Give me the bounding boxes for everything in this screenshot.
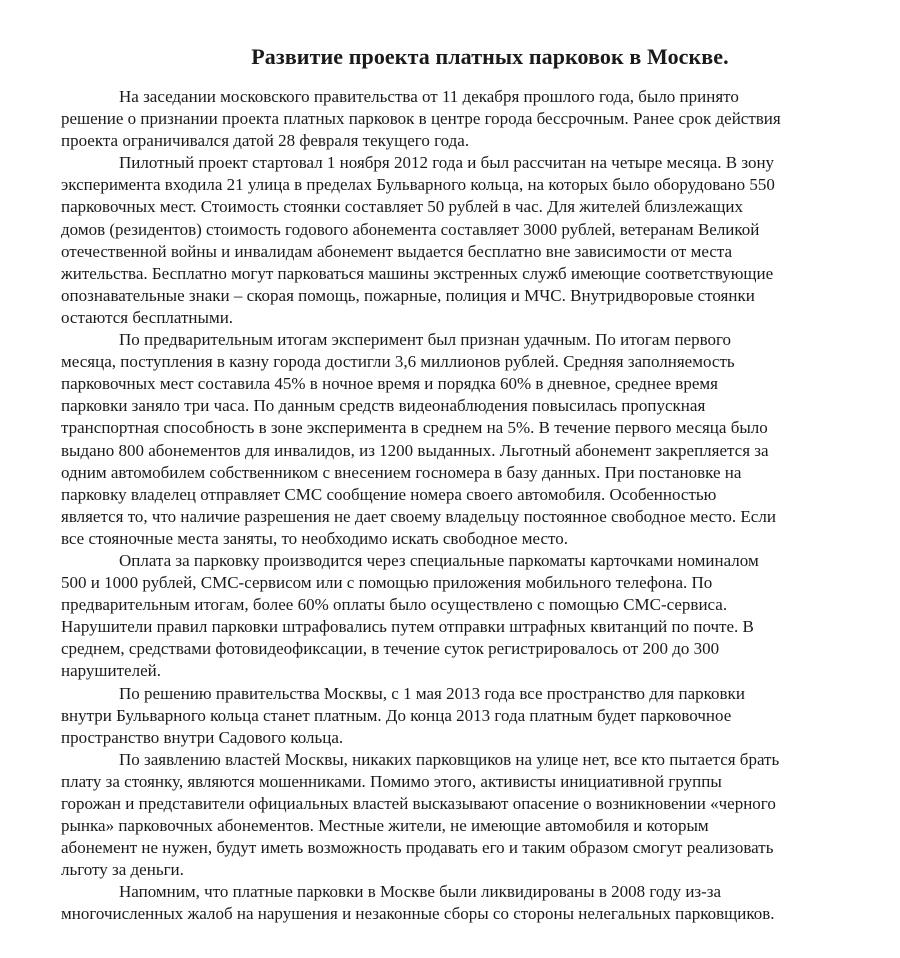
text-line: многочисленных жалоб на нарушения и незаконные сборы со стороны нелегальных парковщиков. bbox=[61, 904, 775, 924]
text-line: нарушителей. bbox=[61, 661, 161, 681]
text-line: горожан и представители официальных властей высказывают опасение о возникновении «черного bbox=[61, 794, 776, 813]
text-line: все стояночные места заняты, то необходимо искать свободное место. bbox=[61, 528, 568, 548]
text-line: По заявлению властей Москвы, никаких парковщиков на улице нет, все кто пытается брать bbox=[119, 749, 780, 769]
text-line: отечественной войны и инвалидам абонемент выдается бесплатно вне зависимости от места bbox=[61, 241, 733, 261]
document-body bbox=[61, 86, 881, 926]
text-line: предварительным итогам, более 60% оплаты было осуществлено с помощью СМС-сервиса. bbox=[61, 595, 728, 615]
text-line: парковочных мест. Стоимость стоянки составляет 50 рублей в час. Для жителей близлежащих bbox=[61, 197, 744, 217]
paragraph bbox=[61, 152, 881, 329]
text-line: По предварительным итогам эксперимент был признан удачным. По итогам первого bbox=[119, 330, 732, 350]
text-line: транспортная способность в зоне эксперимента в среднем на 5%. В течение первого месяца было bbox=[61, 418, 768, 438]
text-line: жительства. Бесплатно могут парковаться машины экстренных служб имеющие соответствующие bbox=[61, 263, 774, 283]
paragraph bbox=[61, 683, 881, 749]
text-line: Оплата за парковку производится через специальные паркоматы карточками номиналом bbox=[119, 550, 759, 570]
text-line: месяца, поступления в казну города достигли 3,6 миллионов рублей. Средняя заполняемость bbox=[61, 352, 735, 372]
text-line: парковочных мест составила 45% в ночное время и порядка 60% в дневное, среднее время bbox=[61, 374, 718, 394]
text-line: выдано 800 абонементов для инвалидов, из 1200 выданных. Льготный абонемент закрепляется за bbox=[61, 440, 769, 460]
text-line: среднем, средствами фотовидеофиксации, в течение суток регистрировалось от 200 до 300 bbox=[61, 639, 720, 659]
paragraph bbox=[61, 550, 881, 683]
text-line: абонемент не нужен, будут иметь возможность продавать его и таким образом смогут реализовать bbox=[61, 838, 774, 858]
text-line: пространство внутри Садового кольца. bbox=[61, 727, 344, 747]
text-line: По решению правительства Москвы, с 1 мая 2013 года все пространство для парковки bbox=[119, 683, 745, 703]
paragraph bbox=[61, 86, 881, 152]
paragraph bbox=[61, 881, 881, 925]
text-line: льготу за деньги. bbox=[61, 860, 184, 880]
text-line: одним автомобилем собственником с внесением госномера в базу данных. При постановке на bbox=[61, 462, 742, 482]
text-line: проекта ограничивался датой 28 февраля текущего года. bbox=[61, 131, 470, 151]
paragraph bbox=[61, 329, 881, 550]
text-line: Напомним, что платные парковки в Москве были ликвидированы в 2008 году из-за bbox=[119, 882, 722, 902]
document-title: Развитие проекта платных парковок в Москве. bbox=[251, 44, 729, 69]
paragraph bbox=[61, 749, 881, 882]
text-line: 500 и 1000 рублей, СМС-сервисом или с помощью приложения мобильного телефона. По bbox=[61, 573, 713, 593]
text-line: внутри Бульварного кольца станет платным. До конца 2013 года платным будет парковочное bbox=[61, 705, 732, 725]
text-line: На заседании московского правительства от 11 декабря прошлого года, было принято bbox=[119, 87, 739, 106]
text-line: Нарушители правил парковки штрафовались путем отправки штрафных квитанций по почте. В bbox=[61, 617, 754, 637]
text-line: домов (резидентов) стоимость годового абонемента составляет 3000 рублей, ветеранам Великой bbox=[61, 219, 760, 239]
text-line: рынка» парковочных абонементов. Местные жители, не имеющие автомобиля и которым bbox=[61, 816, 709, 836]
text-line: парковку владелец отправляет СМС сообщение номера своего автомобиля. Особенностью bbox=[61, 484, 717, 504]
text-line: решение о признании проекта платных парковок в центре города бессрочным. Ранее срок действия bbox=[61, 109, 781, 129]
text-line: плату за стоянку, являются мошенниками. Помимо этого, активисты инициативной группы bbox=[61, 771, 722, 791]
text-line: опознавательные знаки – скорая помощь, пожарные, полиция и МЧС. Внутридворовые стоянки bbox=[61, 285, 755, 305]
text-line: остаются бесплатными. bbox=[61, 307, 234, 327]
text-line: Пилотный проект стартовал 1 ноября 2012 года и был рассчитан на четыре месяца. В зону bbox=[119, 153, 775, 173]
text-line: эксперимента входила 21 улица в пределах Бульварного кольца, на которых было оборудовано 550 bbox=[61, 175, 775, 195]
text-line: парковки заняло три часа. По данным средств видеонаблюдения повысилась пропускная bbox=[61, 396, 706, 416]
text-line: является то, что наличие разрешения не дает своему владельцу постоянное свободное место. Если bbox=[61, 506, 776, 526]
